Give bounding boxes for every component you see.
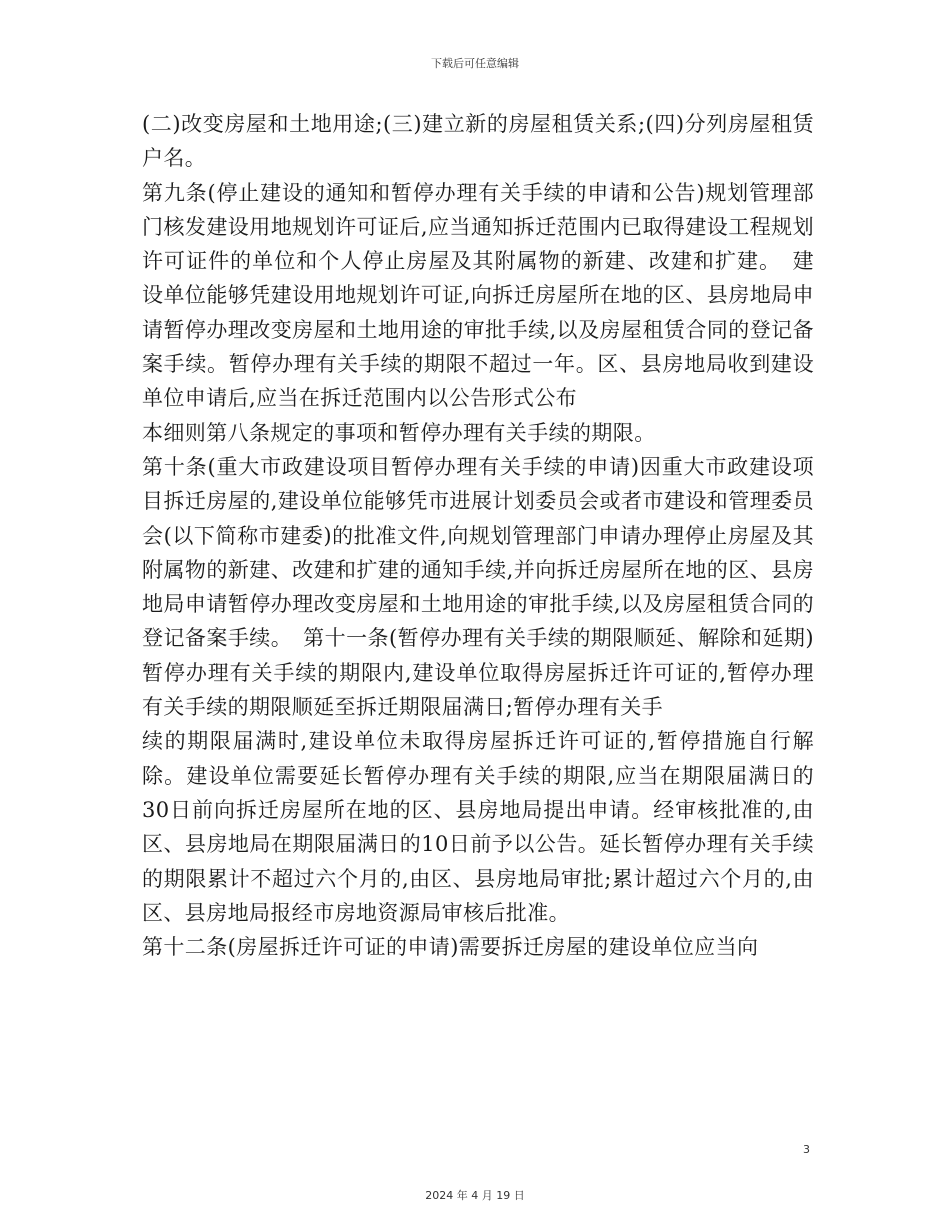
paragraph: 第九条(停止建设的通知和暂停办理有关手续的申请和公告)规划管理部门核发建设用地规划许可证后,应当通知拆迁范围内已取得建设工程规划许可证件的单位和个人停止房屋及其附属物的新建、改建和扩建。 建设单位能够凭建设用地规划许可证,向拆迁房屋所在地的区、县房地局申请暂停办理改变房屋和土地用途的审批手续,以及房屋租赁合同的登记备案手续。暂停办理有关手续的期限不超过一年。区、县房地局收到建设单位申请后,应当在拆迁范围内以公告形式公布 xyxy=(142,180,814,411)
page-footer-date: 2024 年 4 月 19 日 xyxy=(425,1189,525,1202)
paragraph: 本细则第八条规定的事项和暂停办理有关手续的期限。 xyxy=(142,420,656,445)
document-body xyxy=(142,107,814,964)
paragraph: 续的期限届满时,建设单位未取得房屋拆迁许可证的,暂停措施自行解除。建设单位需要延长暂停办理有关手续的期限,应当在期限届满日的30日前向拆迁房屋所在地的区、县房地局提出申请。经审核批准的,由区、县房地局在期限届满日的10日前予以公告。延长暂停办理有关手续的期限累计不超过六个月的,由区、县房地局审批;累计超过六个月的,由区、县房地局报经市房地资源局审核后批准。 xyxy=(142,729,814,925)
paragraph: (二)改变房屋和土地用途;(三)建立新的房屋租赁关系;(四)分列房屋租赁户名。 xyxy=(142,112,814,171)
page-number: 3 xyxy=(803,1143,810,1156)
paragraph: 第十条(重大市政建设项目暂停办理有关手续的申请)因重大市政建设项目拆迁房屋的,建设单位能够凭市进展计划委员会或者市建设和管理委员会(以下简称市建委)的批准文件,向规划管理部门申请办理停止房屋及其附属物的新建、改建和扩建的通知手续,并向拆迁房屋所在地的区、县房地局申请暂停办理改变房屋和土地用途的审批手续,以及房屋租赁合同的登记备案手续。 第十一条(暂停办理有关手续的期限顺延、解除和延期)暂停办理有关手续的期限内,建设单位取得房屋拆迁许可证的,暂停办理有关手续的期限顺延至拆迁期限届满日;暂停办理有关手 xyxy=(142,454,814,720)
page-header: 下载后可任意编辑 xyxy=(431,57,519,70)
paragraph: 第十二条(房屋拆迁许可证的申请)需要拆迁房屋的建设单位应当向 xyxy=(142,935,759,960)
